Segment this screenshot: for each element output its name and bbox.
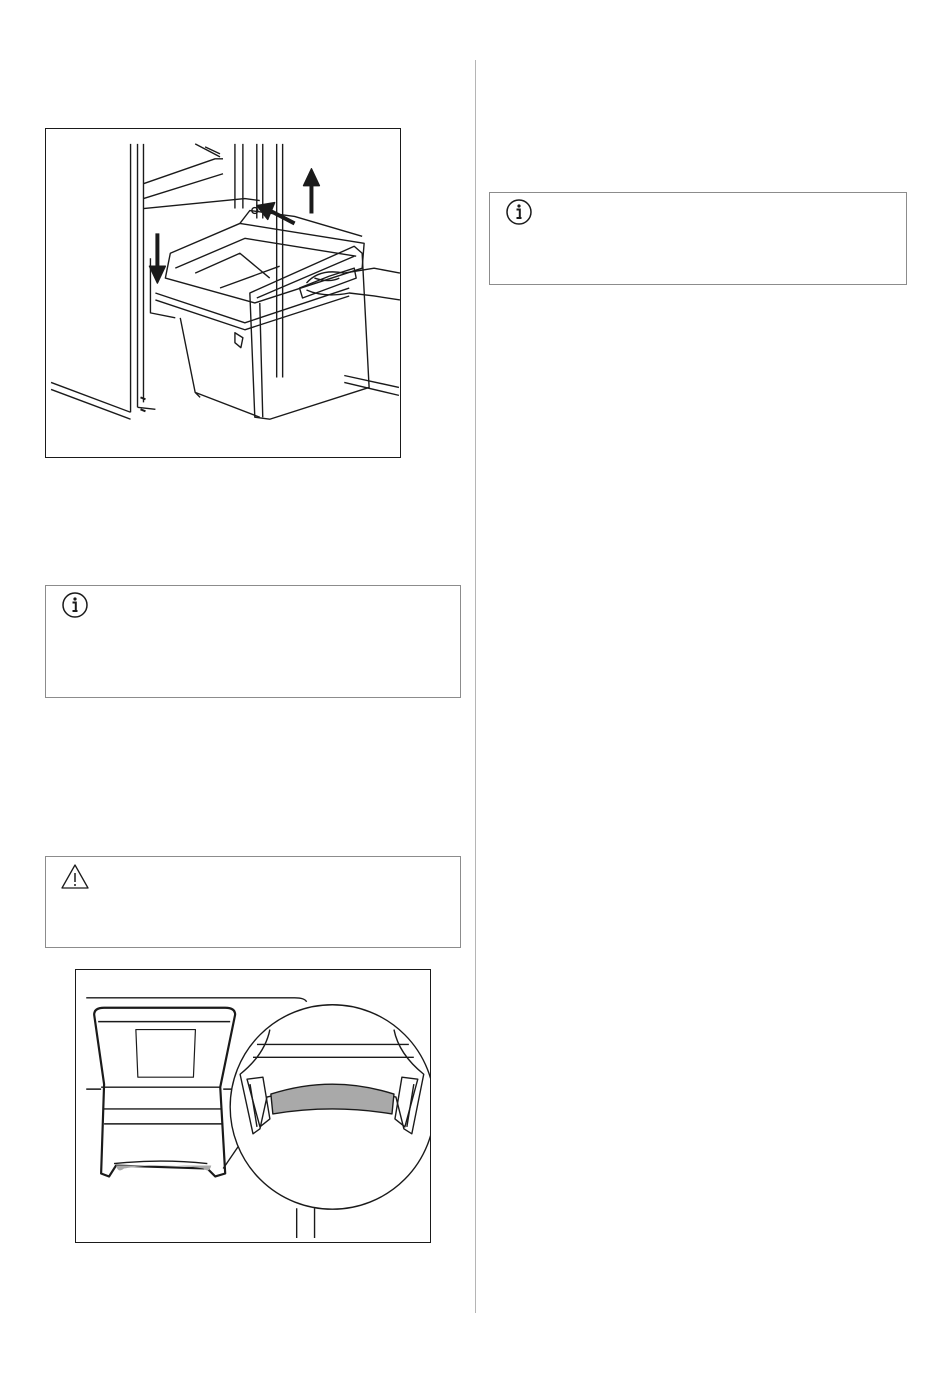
info-notice-2 xyxy=(489,192,907,285)
info-icon xyxy=(60,590,90,620)
warning-icon xyxy=(60,861,90,891)
info-icon xyxy=(504,197,534,227)
magnifier-circle xyxy=(230,1005,430,1238)
arrow-down-icon xyxy=(149,233,165,283)
column-divider xyxy=(475,60,476,1313)
drawer-front-detail-illustration xyxy=(75,969,431,1243)
warning-notice xyxy=(45,856,461,948)
info-notice-1 xyxy=(45,585,461,698)
arrow-up-icon xyxy=(304,169,320,214)
drawer-removal-illustration xyxy=(45,128,401,458)
arrow-push-icon xyxy=(257,203,295,224)
